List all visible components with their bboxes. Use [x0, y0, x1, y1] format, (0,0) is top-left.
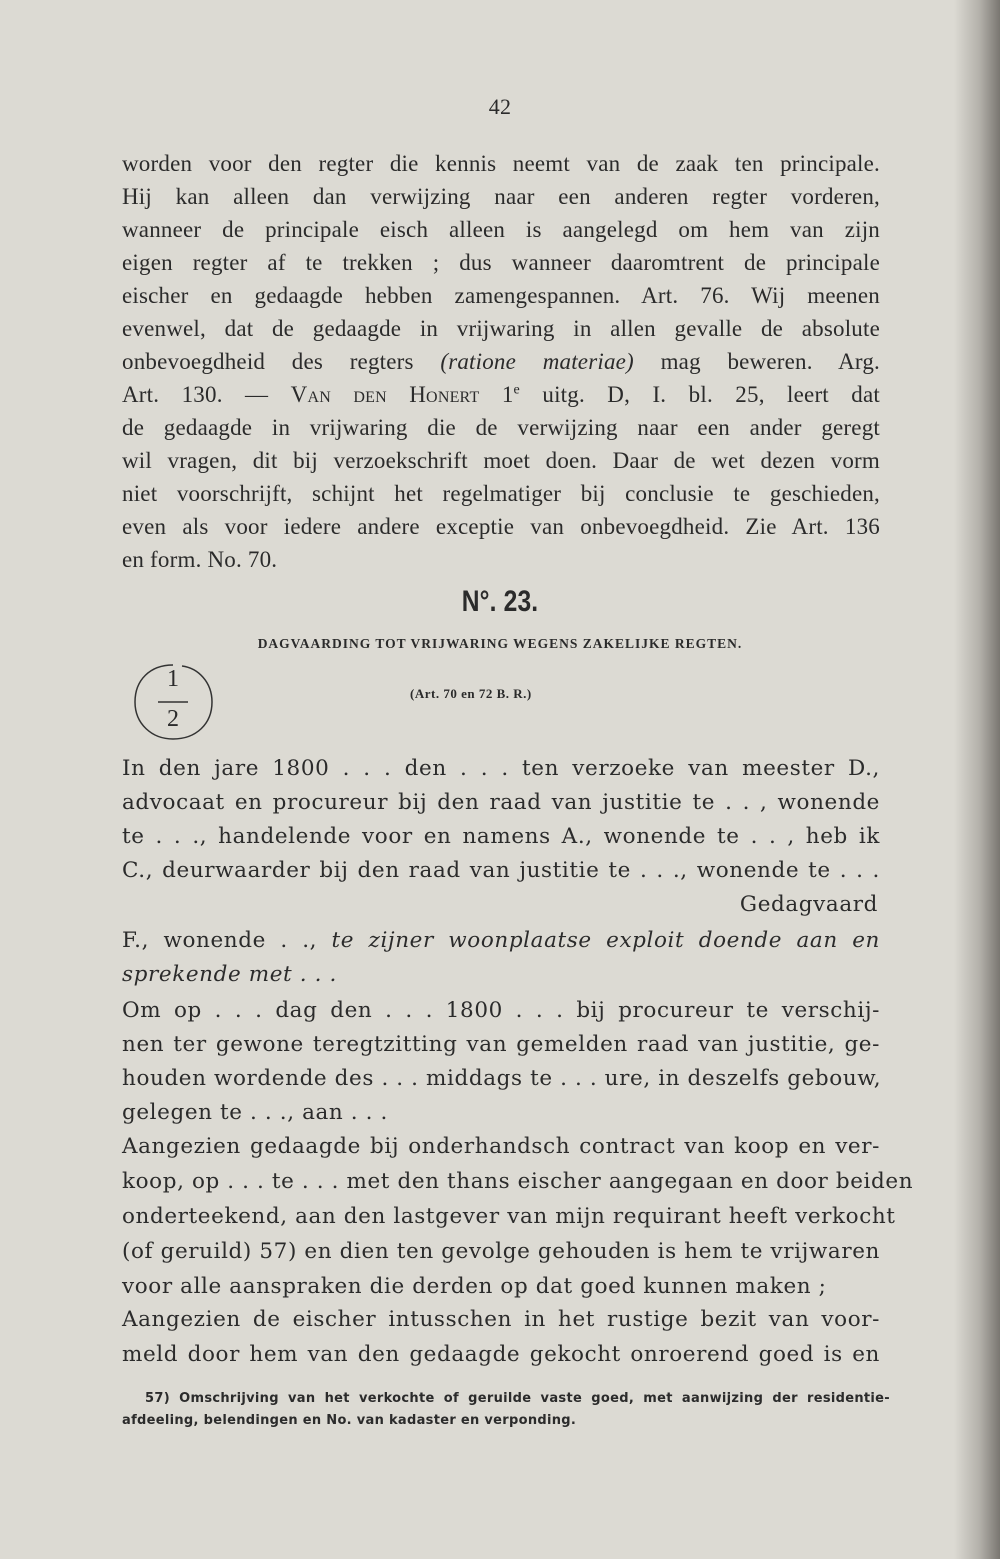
italic-phrase: (ratione materiae)	[440, 349, 634, 374]
text-line: even als voor iedere andere exceptie van onbevoegdheid. Zie Art. 136	[122, 514, 880, 539]
form-line: koop, op . . . te . . . met den thans eischer aangegaan en door beiden	[122, 1169, 914, 1194]
edition-number: 1	[501, 382, 514, 407]
form-line: gelegen te . . ., aan . . .	[122, 1100, 388, 1125]
form-line: C., deurwaarder bij den raad van justitie te . . ., wonende te . . .	[122, 858, 880, 883]
form-line: te . . ., handelende voor en namens A., wonende te . . , heb ik	[122, 824, 880, 849]
text-line: worden voor den regter die kennis neemt van de zaak ten principale.	[122, 151, 880, 176]
fraction-stamp	[132, 662, 214, 742]
text-segment: uitg. D, I. bl. 25, leert dat	[519, 382, 880, 407]
text-line: wil vragen, dit bij verzoekschrift moet doen. Daar de wet dezen vorm	[122, 448, 880, 473]
text-line-ratione	[122, 348, 880, 376]
text-line: evenwel, dat de gedaagde in vrijwaring in allen gevalle de absolute	[122, 316, 880, 341]
text-segment: F., wonende . .,	[122, 928, 332, 953]
italic-phrase: te zijner woonplaatse exploit doende aan en	[331, 928, 880, 953]
form-line: Om op . . . dag den . . . 1800 . . . bij procureur te verschij-	[122, 998, 880, 1023]
text-line: niet voorschrijft, schijnt het regelmatiger bij conclusie te geschieden,	[122, 481, 880, 506]
page-number: 42	[488, 94, 512, 119]
footnote-line: 57) Omschrijving van het verkochte of geruilde vaste goed, met aanwijzing der residentie-	[145, 1391, 890, 1406]
form-line: meld door hem van den gedaagde gekocht onroerend goed is en	[122, 1342, 880, 1367]
form-line: In den jare 1800 . . . den . . . ten verzoeke van meester D.,	[122, 756, 880, 781]
form-line-f	[122, 927, 880, 955]
text-segment: mag beweren. Arg.	[633, 349, 880, 374]
form-line: voor alle aanspraken die derden op dat goed kunnen maken ;	[122, 1274, 827, 1299]
form-line: Aangezien de eischer intusschen in het rustige bezit van voor-	[122, 1307, 880, 1332]
form-line-sprekende	[122, 961, 337, 989]
text-line: wanneer de principale eisch alleen is aangelegd om hem van zijn	[122, 217, 880, 242]
text-line: eischer en gedaagde hebben zamengespannen. Art. 76. Wij meenen	[122, 283, 880, 308]
text-line: Hij kan alleen dan verwijzing naar een anderen regter vorderen,	[122, 184, 880, 209]
edition-superscript: e	[513, 382, 520, 398]
form-line: houden wordende des . . . middags te . . . ure, in deszelfs gebouw,	[122, 1066, 882, 1091]
form-line: advocaat en procureur bij den raad van justitie te . . , wonende	[122, 790, 880, 815]
text-segment: Art. 130. —	[122, 382, 291, 407]
section-title: DAGVAARDING TOT VRIJWARING WEGENS ZAKELIJKE REGTEN.	[257, 636, 743, 651]
form-line: onderteekend, aan den lastgever van mijn requirant heeft verkocht	[122, 1204, 896, 1229]
fraction-denominator: 2	[167, 706, 179, 732]
form-line: (of geruild) 57) en dien ten gevolge gehouden is hem te vrijwaren	[122, 1239, 880, 1264]
author-name: Van den Honert	[290, 382, 480, 407]
italic-phrase: sprekende met . . .	[122, 962, 337, 987]
section-number: N°. 23.	[461, 585, 539, 618]
gedagvaard-label: Gedagvaard	[739, 892, 878, 917]
text-line: en form. No. 70.	[122, 547, 278, 572]
fraction-numerator: 1	[167, 666, 179, 692]
footnote-line: afdeeling, belendingen en No. van kadaster en verponding.	[122, 1413, 577, 1428]
text-segment: onbevoegdheid des regters	[122, 349, 441, 374]
form-line: Aangezien gedaagde bij onderhandsch contract van koop en ver-	[122, 1134, 880, 1159]
text-line: eigen regter af te trekken ; dus wanneer daaromtrent de principale	[122, 250, 880, 275]
page-edge-shadow	[954, 0, 1000, 1559]
form-line: nen ter gewone teregtzitting van gemelden raad van justitie, ge-	[122, 1032, 880, 1057]
article-reference: (Art. 70 en 72 B. R.)	[410, 686, 532, 701]
text-line: de gedaagde in vrijwaring die de verwijzing naar een ander geregt	[122, 415, 880, 440]
text-line-honert	[122, 381, 880, 409]
